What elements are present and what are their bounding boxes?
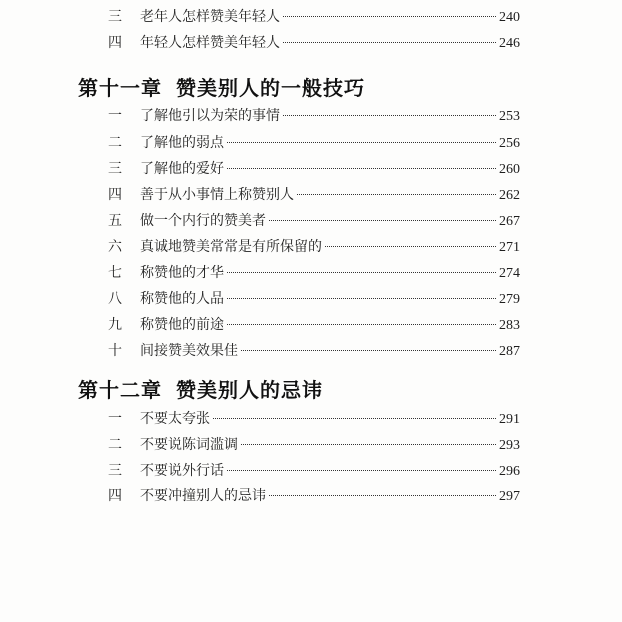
entry-number: 七 xyxy=(108,265,122,281)
entry-title: 善于从小事情上称赞别人 xyxy=(140,187,294,203)
toc-entry[interactable] xyxy=(108,210,520,232)
dot-leader xyxy=(297,194,496,195)
entry-title: 了解他的弱点 xyxy=(140,135,224,151)
dot-leader xyxy=(227,168,496,169)
dot-leader xyxy=(227,272,496,273)
entry-number: 四 xyxy=(108,488,122,504)
chapter-heading xyxy=(78,72,365,101)
dot-leader xyxy=(241,350,496,351)
dot-leader xyxy=(227,324,496,325)
entry-title: 做一个内行的赞美者 xyxy=(140,213,266,229)
toc-entry[interactable] xyxy=(108,262,520,284)
entry-page-number: 287 xyxy=(499,344,520,359)
entry-page-number: 262 xyxy=(499,188,520,203)
entry-page-number: 246 xyxy=(499,36,520,51)
toc-entry[interactable] xyxy=(108,460,520,482)
entry-title: 称赞他的前途 xyxy=(140,317,224,333)
entry-title: 不要说外行话 xyxy=(140,463,224,479)
dot-leader xyxy=(213,418,496,419)
entry-title: 了解他引以为荣的事情 xyxy=(140,108,280,124)
chapter-label: 第十二章 xyxy=(78,378,162,402)
entry-title: 称赞他的才华 xyxy=(140,265,224,281)
entry-number: 三 xyxy=(108,463,122,479)
entry-page-number: 274 xyxy=(499,266,520,281)
entry-number: 一 xyxy=(108,108,122,124)
chapter-label: 第十一章 xyxy=(78,76,162,100)
entry-page-number: 253 xyxy=(499,109,520,124)
entry-title: 不要说陈词滥调 xyxy=(140,437,238,453)
toc-entry[interactable] xyxy=(108,184,520,206)
toc-entry[interactable] xyxy=(108,236,520,258)
entry-page-number: 260 xyxy=(499,162,520,177)
toc-entry[interactable] xyxy=(108,132,520,154)
toc-entry[interactable] xyxy=(108,105,520,127)
entry-title: 真诚地赞美常常是有所保留的 xyxy=(140,239,322,255)
dot-leader xyxy=(227,470,496,471)
dot-leader xyxy=(283,16,496,17)
entry-page-number: 240 xyxy=(499,10,520,25)
entry-number: 五 xyxy=(108,213,122,229)
entry-page-number: 293 xyxy=(499,438,520,453)
chapter-title: 赞美别人的一般技巧 xyxy=(176,76,365,100)
entry-page-number: 256 xyxy=(499,136,520,151)
entry-number: 六 xyxy=(108,239,122,255)
entry-title: 称赞他的人品 xyxy=(140,291,224,307)
toc-entry[interactable] xyxy=(108,6,520,28)
entry-page-number: 291 xyxy=(499,412,520,427)
entry-page-number: 279 xyxy=(499,292,520,307)
entry-title: 年轻人怎样赞美年轻人 xyxy=(140,35,280,51)
entry-number: 四 xyxy=(108,187,122,203)
dot-leader xyxy=(227,298,496,299)
chapter-heading xyxy=(78,374,323,403)
dot-leader xyxy=(283,115,496,116)
toc-entry[interactable] xyxy=(108,314,520,336)
entry-page-number: 296 xyxy=(499,464,520,479)
entry-title: 不要冲撞别人的忌讳 xyxy=(140,488,266,504)
entry-page-number: 267 xyxy=(499,214,520,229)
toc-entry[interactable] xyxy=(108,158,520,180)
dot-leader xyxy=(241,444,496,445)
entry-page-number: 283 xyxy=(499,318,520,333)
entry-title: 不要太夸张 xyxy=(140,411,210,427)
entry-page-number: 271 xyxy=(499,240,520,255)
dot-leader xyxy=(269,495,496,496)
entry-number: 四 xyxy=(108,35,122,51)
toc-entry[interactable] xyxy=(108,485,520,507)
toc-entry[interactable] xyxy=(108,408,520,430)
chapter-title: 赞美别人的忌讳 xyxy=(176,378,323,402)
entry-title: 老年人怎样赞美年轻人 xyxy=(140,9,280,25)
dot-leader xyxy=(325,246,496,247)
entry-number: 二 xyxy=(108,135,122,151)
entry-number: 十 xyxy=(108,343,122,359)
entry-number: 八 xyxy=(108,291,122,307)
toc-entry[interactable] xyxy=(108,340,520,362)
dot-leader xyxy=(283,42,496,43)
entry-number: 二 xyxy=(108,437,122,453)
dot-leader xyxy=(269,220,496,221)
toc-entry[interactable] xyxy=(108,32,520,54)
entry-title: 间接赞美效果佳 xyxy=(140,343,238,359)
dot-leader xyxy=(227,142,496,143)
toc-entry[interactable] xyxy=(108,288,520,310)
entry-number: 九 xyxy=(108,317,122,333)
entry-number: 三 xyxy=(108,9,122,25)
entry-number: 三 xyxy=(108,161,122,177)
entry-number: 一 xyxy=(108,411,122,427)
entry-title: 了解他的爱好 xyxy=(140,161,224,177)
entry-page-number: 297 xyxy=(499,489,520,504)
toc-entry[interactable] xyxy=(108,434,520,456)
